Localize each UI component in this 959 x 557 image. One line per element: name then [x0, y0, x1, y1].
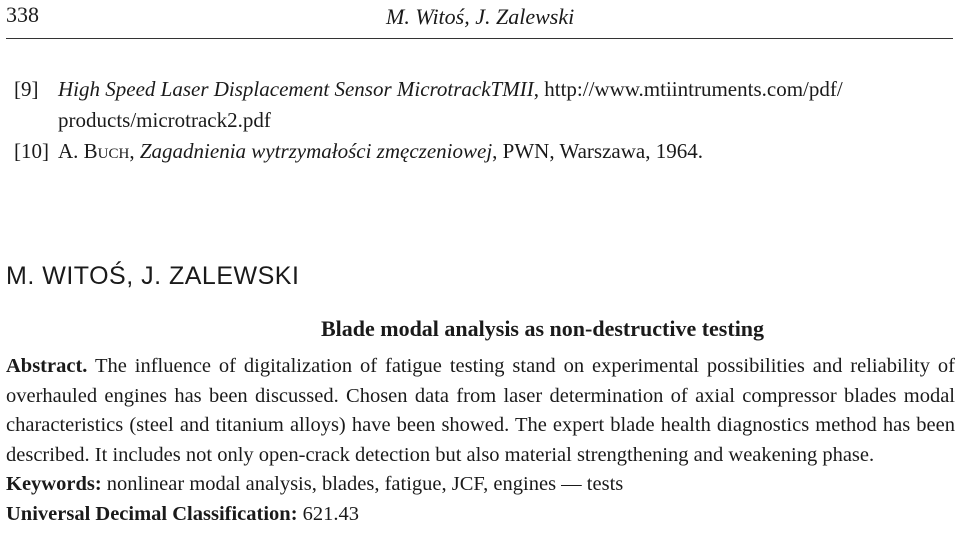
abstract-paragraph	[6, 352, 955, 470]
reference-list	[14, 74, 955, 167]
abstract-label: Abstract.	[6, 355, 88, 377]
reference-number: [9]	[14, 77, 39, 101]
reference-details: , PWN, Warszawa, 1964.	[492, 139, 703, 163]
page-number: 338	[6, 2, 39, 27]
reference-initial: A.	[58, 139, 84, 163]
reference-details: , http://www.mtiintruments.com/pdf/ products/microtrack2.pdf	[58, 77, 843, 132]
reference-text	[58, 74, 955, 136]
udc-line	[6, 500, 955, 530]
authors-heading: M. WITOŚ, J. ZALEWSKI	[6, 262, 300, 290]
reference-item	[14, 74, 955, 136]
reference-title: High Speed Laser Displacement Sensor MicrotrackTMII	[58, 77, 534, 101]
reference-text	[58, 136, 955, 167]
reference-author: Buch	[83, 139, 130, 163]
udc-text: 621.43	[297, 502, 360, 525]
reference-title: Zagadnienia wytrzymałości zmęczeniowej	[139, 139, 493, 163]
header-rule	[6, 38, 953, 39]
abstract-text: The influence of digitalization of fatigue testing stand on experimental possibilities and reliability of overhauled engines has been discussed. Chosen data from laser determination of axial compressor blades modal characteristics (steel and titanium alloys) have been showed. The expert blade health diagnostics method has been described. It includes not only open-crack detection but also material strengthening and weakening phase.	[6, 355, 955, 466]
keywords-label: Keywords:	[6, 473, 102, 495]
udc-label: Universal Decimal Classification:	[6, 502, 298, 525]
abstract-block	[6, 352, 955, 529]
article-title: Blade modal analysis as non-destructive testing	[320, 316, 765, 341]
reference-number: [10]	[14, 139, 49, 163]
keywords-line	[6, 470, 955, 500]
running-head: M. Witoś, J. Zalewski	[386, 4, 575, 29]
page-header	[6, 2, 953, 32]
reference-item	[14, 136, 955, 167]
reference-separator: ,	[129, 139, 140, 163]
keywords-text: nonlinear modal analysis, blades, fatigue, JCF, engines — tests	[101, 473, 624, 495]
